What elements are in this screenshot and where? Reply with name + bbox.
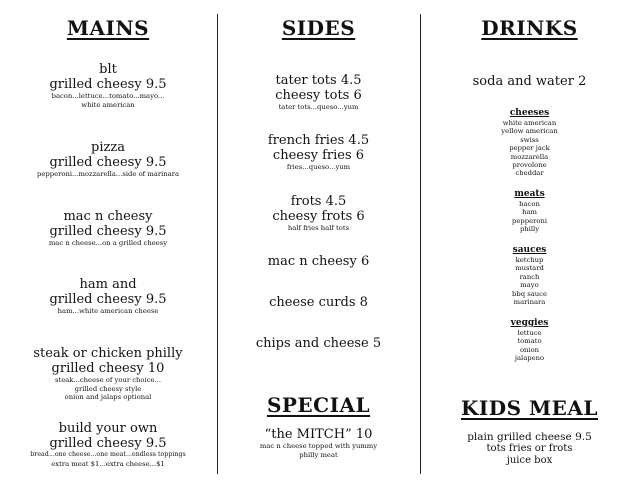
topping-group-sauces [421, 245, 638, 306]
list-item: pepper jack [509, 144, 550, 153]
side-item-tater-tots [218, 73, 419, 112]
list-item: ham [522, 208, 537, 217]
group-title: meats [514, 189, 545, 199]
list-item: white american [502, 119, 557, 127]
list-item: mayo [520, 281, 539, 290]
item-name: chips and cheese 5 [255, 336, 382, 351]
list-item: philly [519, 225, 540, 234]
list-item: pepperoni [512, 216, 547, 225]
item-description: pepperoni...mozzarella...side of marinara [37, 170, 179, 178]
list-item: bbq sauce [512, 289, 547, 298]
item-name: frots 4.5 [290, 194, 347, 209]
item-description: tater tots...queso...yum [278, 103, 359, 111]
item-name: pizza [91, 140, 125, 155]
menu-item-pizza [0, 140, 216, 179]
item-name: cheesy frots 6 [272, 209, 365, 224]
item-description: fries...queso...yum [286, 163, 351, 171]
item-description: bacon...lettuce...tomato...mayo... [51, 92, 165, 100]
side-item-french-fries [218, 133, 419, 172]
list-item: ketchup [515, 256, 544, 264]
item-price-line: grilled cheesy 9.5 [49, 224, 167, 239]
list-item: swiss [520, 135, 539, 144]
list-item: tomato [517, 337, 542, 346]
menu-item-blt [0, 62, 216, 109]
group-title: sauces [512, 245, 547, 255]
item-description: tots fries or frots [486, 443, 573, 454]
kids-meal-item [421, 431, 638, 466]
item-name: tater tots 4.5 [275, 73, 362, 88]
list-item: mustard [515, 264, 544, 273]
item-price-line: grilled cheesy 9.5 [49, 292, 167, 307]
item-description: philly meat [299, 450, 338, 459]
side-item-mac-n-cheesy [218, 254, 419, 269]
topping-group-cheeses [421, 108, 638, 178]
item-name: plain grilled cheese 9.5 [467, 431, 592, 443]
item-description: white american [81, 100, 135, 109]
menu-item-build-your-own [0, 421, 216, 468]
group-title: cheeses [509, 108, 550, 118]
sides-heading: SIDES [281, 16, 356, 40]
item-description: half fries half tots [287, 224, 350, 232]
list-item: provolone [512, 161, 547, 170]
menu-item-mac-n-cheesy [0, 209, 216, 248]
drinks-column [421, 0, 638, 491]
list-item: lettuce [517, 329, 542, 337]
list-item: mozzarella [510, 152, 549, 161]
item-description: steak...cheese of your choice... [54, 376, 162, 384]
special-heading: SPECIAL [266, 393, 371, 417]
item-name: french fries 4.5 [267, 133, 370, 148]
drink-item-soda [421, 74, 638, 89]
item-description: extra meat $1...extra cheese...$1 [51, 459, 165, 468]
mains-heading: MAINS [66, 16, 150, 40]
topping-group-veggies [421, 318, 638, 363]
item-name: steak or chicken philly [33, 346, 183, 361]
item-price-line: grilled cheesy 9.5 [49, 77, 167, 92]
item-description: mac n cheese topped with yummy [259, 442, 378, 450]
item-price-line: grilled cheesy 9.5 [49, 155, 167, 170]
item-name: blt [99, 62, 117, 77]
item-description: mac n cheese...on a grilled cheesy [48, 239, 168, 247]
side-item-cheese-curds [218, 295, 419, 310]
item-description: juice box [506, 454, 553, 466]
item-price-line: grilled cheesy 10 [51, 361, 165, 376]
drinks-heading: DRINKS [481, 16, 578, 40]
topping-group-meats [421, 189, 638, 234]
group-title: veggies [510, 318, 549, 328]
list-item: cheddar [515, 169, 544, 178]
item-name: mac n cheesy 6 [267, 254, 370, 269]
side-item-chips-and-cheese [218, 336, 419, 351]
special-item [218, 427, 419, 459]
item-name: soda and water 2 [472, 74, 587, 89]
item-description: ham...white american cheese [57, 307, 159, 315]
item-name: “the MITCH” 10 [264, 427, 373, 442]
sides-column [218, 0, 419, 491]
kids-meal-heading: KIDS MEAL [461, 396, 598, 420]
item-description: bread...one cheese...one meat...endless toppings [30, 451, 186, 458]
mains-column [0, 0, 216, 491]
list-item: ranch [519, 272, 540, 281]
item-name: mac n cheesy [63, 209, 153, 224]
menu-item-ham-and [0, 277, 216, 316]
list-item: marinara [513, 298, 546, 307]
list-item: jalapeno [514, 354, 545, 363]
list-item: bacon [519, 200, 540, 208]
item-name: cheesy fries 6 [272, 148, 365, 163]
menu-item-philly [0, 346, 216, 402]
item-description: onion and jalaps optional [64, 393, 152, 401]
item-name: build your own [58, 421, 158, 436]
list-item: yellow american [501, 127, 558, 136]
item-name: ham and [79, 277, 137, 292]
item-description: grilled cheesy style [74, 384, 142, 393]
item-name: cheesy tots 6 [275, 88, 362, 103]
item-name: cheese curds 8 [269, 295, 368, 310]
list-item: onion [519, 345, 540, 354]
item-price-line: grilled cheesy 9.5 [49, 436, 167, 451]
side-item-frots [218, 194, 419, 233]
